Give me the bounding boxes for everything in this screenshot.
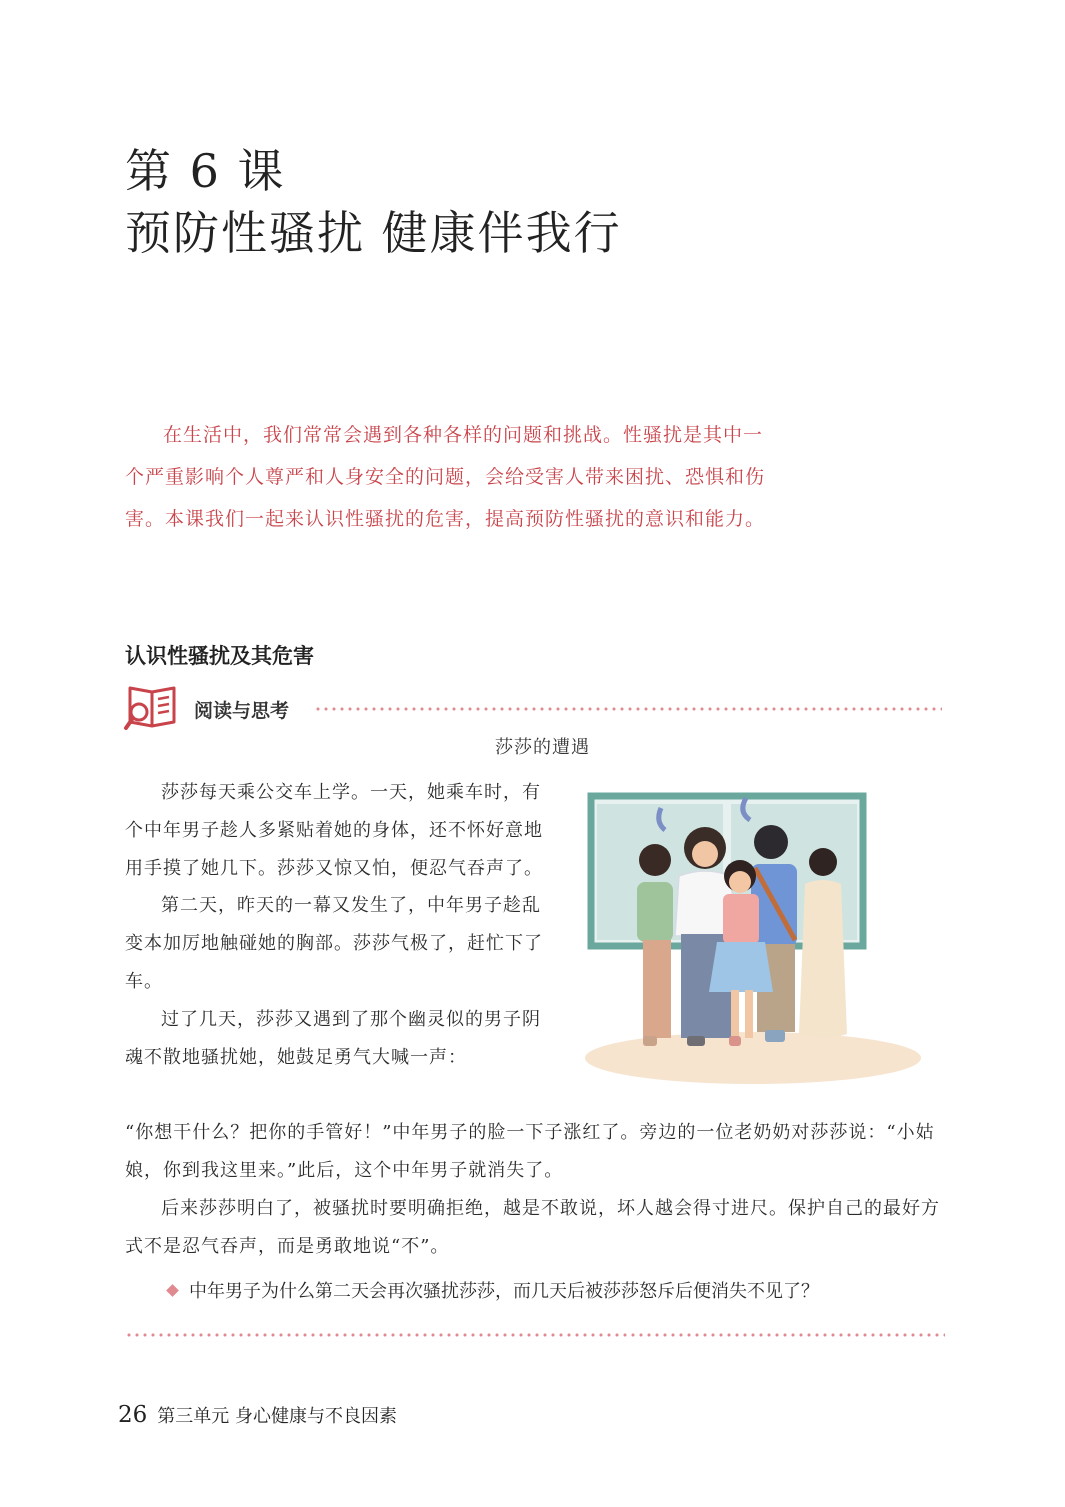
story-column [125,774,550,1076]
dotted-divider-top [314,707,942,711]
story-paragraph: 莎莎每天乘公交车上学。一天，她乘车时，有个中年男子趁人多紧贴着她的身体，还不怀好意地用手摸了她几下。莎莎又惊又怕，便忍气吞声了。 [125,782,543,879]
diamond-bullet-icon [166,1284,179,1297]
lesson-name: 预防性骚扰 健康伴我行 [125,206,622,260]
story-paragraph: “你想干什么？把你的手管好！”中年男子的脸一下子涨红了。旁边的一位老奶奶对莎莎说：“小姑娘，你到我这里来。”此后，这个中年男子就消失了。 [125,1122,935,1181]
page-footer [118,1402,397,1428]
intro-paragraph [125,414,765,540]
story-title: 莎莎的遭遇 [495,737,590,758]
unit-title: 第三单元 身心健康与不良因素 [157,1406,398,1427]
story-paragraph: 后来莎莎明白了，被骚扰时要明确拒绝，越是不敢说，坏人越会得寸进尺。保护自己的最好方式不是忍气吞声，而是勇敢地说“不”。 [125,1198,940,1257]
story-continued [125,1114,945,1266]
page-number: 26 [118,1402,148,1428]
story-paragraph: 第二天，昨天的一幕又发生了，中年男子趁乱变本加厉地触碰她的胸部。莎莎气极了，赶忙下了车。 [125,895,543,992]
book-magnifier-icon [122,682,182,734]
lesson-title [125,140,622,264]
dotted-divider-bottom [125,1333,945,1337]
story-paragraph: 过了几天，莎莎又遇到了那个幽灵似的男子阴魂不散地骚扰她，她鼓足勇气大喊一声： [125,1008,541,1068]
reading-box-header [122,682,942,732]
lesson-number: 第 6 课 [125,144,286,198]
reading-box-label: 阅读与思考 [194,700,290,722]
question-text: 中年男子为什么第二天会再次骚扰莎莎，而几天后被莎莎怒斥后便消失不见了？ [189,1281,819,1302]
bus-illustration [583,790,923,1090]
section-heading: 认识性骚扰及其危害 [125,644,314,668]
discussion-question [168,1277,958,1303]
intro-text: 在生活中，我们常常会遇到各种各样的问题和挑战。性骚扰是其中一个严重影响个人尊严和人身安全的问题，会给受害人带来困扰、恐惧和伤害。本课我们一起来认识性骚扰的危害，提高预防性骚扰的意识和能力。 [125,424,766,530]
